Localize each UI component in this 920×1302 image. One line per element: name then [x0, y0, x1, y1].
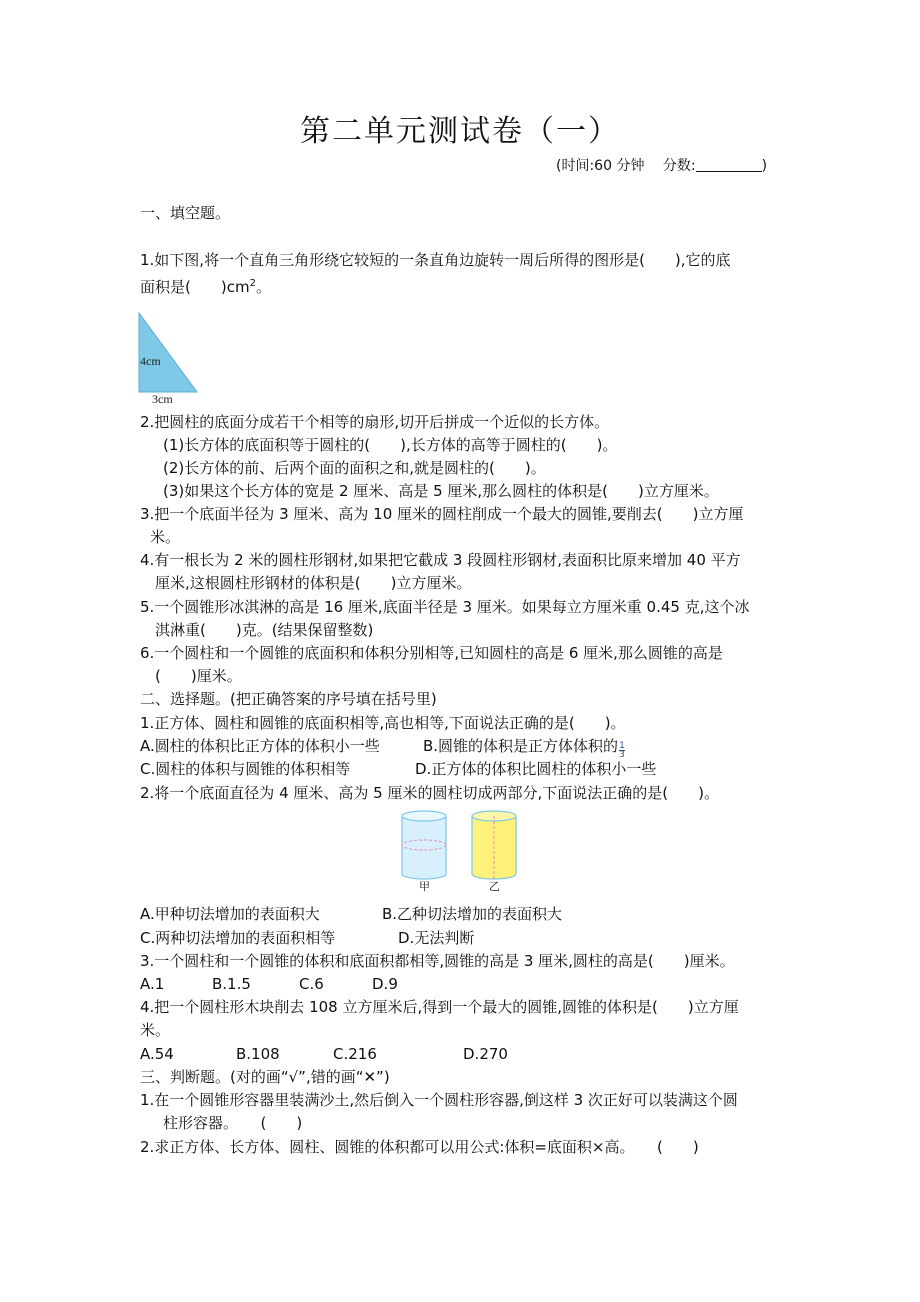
fill-q2: 2.把圆柱的底面分成若干个相等的扇形,切开后拼成一个近似的长方体。	[140, 413, 610, 431]
fill-q2-3: (3)如果这个长方体的宽是 2 厘米、高是 5 厘米,那么圆柱的体积是( )立方厘米。	[163, 482, 719, 500]
choice-q3: 3.一个圆柱和一个圆锥的体积和底面积都相等,圆锥的高是 3 厘米,圆柱的高是( )厘米。	[140, 952, 735, 970]
choice-q3-option-b: B.1.5	[212, 975, 251, 993]
choice-q1: 1.正方体、圆柱和圆锥的底面积相等,高也相等,下面说法正确的是( )。	[140, 714, 626, 732]
triangle-base-label: 3cm	[152, 392, 173, 406]
score-label: 分数:	[662, 158, 696, 174]
choice-q1-option-c: C.圆柱的体积与圆锥的体积相等	[140, 760, 351, 778]
page-title: 第二单元测试卷（一）	[300, 114, 620, 149]
choice-q4-option-a: A.54	[140, 1045, 174, 1063]
choice-q3-option-c: C.6	[299, 975, 324, 993]
right-triangle-figure	[134, 310, 204, 406]
cylinder-yi-label: 乙	[489, 880, 500, 893]
section2-heading: 二、选择题。(把正确答案的序号填在括号里)	[140, 690, 437, 708]
cylinder-jia	[402, 811, 446, 893]
choice-q1-option-b: B.圆锥的体积是正方体体积的 $\frac{1}{3}$	[423, 737, 625, 760]
exam-info	[556, 155, 767, 175]
choice-q2-option-c: C.两种切法增加的表面积相等	[140, 929, 336, 947]
choice-q2: 2.将一个底面直径为 4 厘米、高为 5 厘米的圆柱切成两部分,下面说法正确的是( )。	[140, 784, 719, 802]
fill-q5-line2: 淇淋重( )克。(结果保留整数)	[155, 621, 374, 639]
choice-q4-option-b: B.108	[236, 1045, 280, 1063]
fill-q3-line2: 米。	[150, 528, 181, 546]
right-triangle	[139, 313, 197, 392]
choice-q1-option-a: A.圆柱的体积比正方体的体积小一些	[140, 737, 380, 755]
choice-q3-option-d: D.9	[372, 975, 398, 993]
choice-q2-option-d: D.无法判断	[398, 929, 475, 947]
choice-q4-option-c: C.216	[333, 1045, 377, 1063]
section1-heading: 一、填空题。	[140, 204, 231, 222]
judge-q1-line2: 柱形容器。 ( )	[163, 1114, 303, 1132]
cylinder-jia-label: 甲	[419, 880, 430, 893]
choice-q4-option-d: D.270	[463, 1045, 508, 1063]
one-third-fraction: $\frac{1}{3}$	[619, 741, 625, 760]
fill-q6-line2: ( )厘米。	[155, 667, 242, 685]
cylinder-yi	[472, 811, 516, 893]
choice-q2-option-a: A.甲种切法增加的表面积大	[140, 905, 320, 923]
fill-q3-line1: 3.把一个底面半径为 3 厘米、高为 10 厘米的圆柱削成一个最大的圆锥,要削去( )立方厘	[140, 505, 744, 523]
score-blank	[696, 157, 762, 172]
section3-heading: 三、判断题。(对的画“√”,错的画“✕”)	[140, 1068, 390, 1086]
fill-q1-line2: 面积是( )$cm^2$。	[140, 278, 271, 296]
choice-q2-option-b: B.乙种切法增加的表面积大	[382, 905, 563, 923]
fill-q4-line1: 4.有一根长为 2 米的圆柱形钢材,如果把它截成 3 段圆柱形钢材,表面积比原来增加 40 平方	[140, 551, 741, 569]
judge-q1-line1: 1.在一个圆锥形容器里装满沙土,然后倒入一个圆柱形容器,倒这样 3 次正好可以装满这个圆	[140, 1091, 738, 1109]
cylinders-figure	[394, 806, 528, 896]
choice-q3-option-a: A.1	[140, 975, 165, 993]
choice-q1-option-d: D.正方体的体积比圆柱的体积小一些	[415, 760, 657, 778]
fill-q5-line1: 5.一个圆锥形冰淇淋的高是 16 厘米,底面半径是 3 厘米。如果每立方厘米重 0.45 克,这个冰	[140, 598, 750, 616]
fill-q2-2: (2)长方体的前、后两个面的面积之和,就是圆柱的( )。	[163, 459, 546, 477]
fill-q2-1: (1)长方体的底面积等于圆柱的( ),长方体的高等于圆柱的( )。	[163, 436, 618, 454]
fill-q6-line1: 6.一个圆柱和一个圆锥的底面积和体积分别相等,已知圆柱的高是 6 厘米,那么圆锥的高是	[140, 644, 723, 662]
choice-q4-line1: 4.把一个圆柱形木块削去 108 立方厘米后,得到一个最大的圆锥,圆锥的体积是( )立方厘	[140, 998, 739, 1016]
time-label: (时间:60 分钟	[556, 158, 645, 174]
triangle-height-label: 4cm	[140, 354, 161, 368]
choice-q4-line2: 米。	[140, 1021, 171, 1039]
info-close: )	[761, 158, 768, 174]
judge-q2: 2.求正方体、长方体、圆柱、圆锥的体积都可以用公式:体积=底面积×高。 ( )	[140, 1138, 699, 1156]
fill-q1-line1: 1.如下图,将一个直角三角形绕它较短的一条直角边旋转一周后所得的图形是( ),它的底	[140, 251, 731, 269]
fill-q4-line2: 厘米,这根圆柱形钢材的体积是( )立方厘米。	[155, 574, 472, 592]
